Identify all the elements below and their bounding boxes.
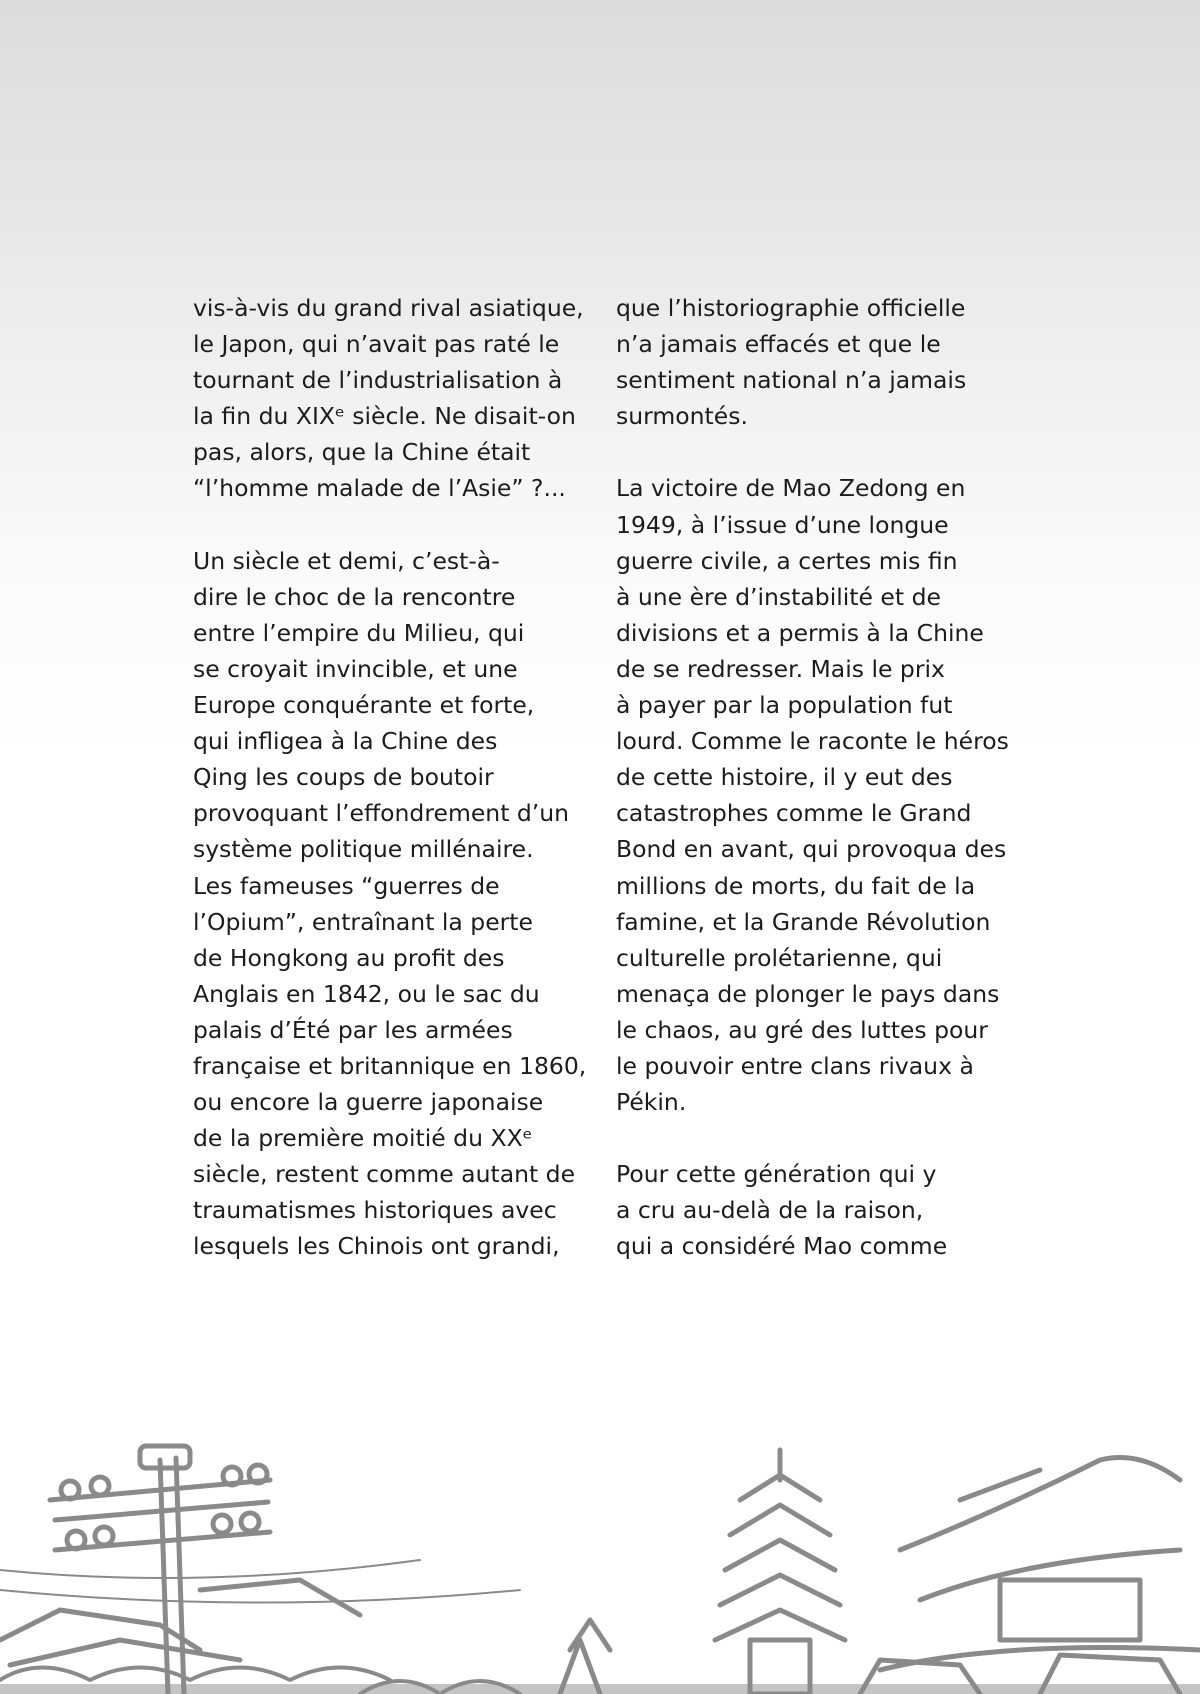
text-line: à payer par la population fut [616,691,953,720]
text-column-left [193,290,593,1301]
text-line: palais d’Été par les armées [193,1015,513,1044]
text-line: n’a jamais effacés et que le [616,330,941,359]
text-column-right [616,290,1016,1301]
text-line: le chaos, au gré des luttes pour [616,1015,988,1044]
text-line: de la première moitié du XXᵉ [193,1124,533,1153]
text-line: système politique millénaire. [193,835,534,864]
text-line: française et britannique en 1860, [193,1051,587,1080]
text-line: Bond en avant, qui provoqua des [616,835,1007,864]
paragraph [616,1156,1016,1264]
text-line: l’Opium”, entraînant la perte [193,907,533,936]
text-line: la fin du XIXᵉ siècle. Ne disait-on [193,402,576,431]
text-line: a cru au-delà de la raison, [616,1196,924,1225]
text-line: tournant de l’industrialisation à [193,366,563,395]
text-line: se croyait invincible, et une [193,654,518,683]
text-line: famine, et la Grande Révolution [616,907,991,936]
text-line: “l’homme malade de l’Asie” ?... [193,474,566,503]
text-line: menaça de plonger le pays dans [616,979,1000,1008]
text-line: pas, alors, que la Chine était [193,438,531,467]
text-line: entre l’empire du Milieu, qui [193,618,525,647]
text-line: divisions et a permis à la Chine [616,618,984,647]
text-line: le pouvoir entre clans rivaux à [616,1051,974,1080]
text-line: le Japon, qui n’avait pas raté le [193,330,560,359]
text-line: ou encore la guerre japonaise [193,1088,544,1117]
text-line: dire le choc de la rencontre [193,582,516,611]
text-line: Les fameuses “guerres de [193,871,500,900]
text-line: catastrophes comme le Grand [616,799,972,828]
chinese-city-rooftops-illustration-icon [0,1440,1200,1694]
text-line: de se redresser. Mais le prix [616,654,945,683]
text-line: Pour cette génération qui y [616,1160,937,1189]
text-line: vis-à-vis du grand rival asiatique, [193,294,584,322]
text-line: qui a considéré Mao comme [616,1232,948,1261]
text-line: Un siècle et demi, c’est-à- [193,546,500,575]
text-line: Pékin. [616,1088,687,1117]
text-line: culturelle prolétarienne, qui [616,943,943,972]
text-line: siècle, restent comme autant de [193,1160,576,1189]
text-line: La victoire de Mao Zedong en [616,474,966,503]
text-line: 1949, à l’issue d’une longue [616,510,949,539]
text-line: sentiment national n’a jamais [616,366,967,395]
text-line: à une ère d’instabilité et de [616,582,941,611]
paragraph [193,543,593,1265]
text-line: de Hongkong au profit des [193,943,505,972]
text-line: qui infligea à la Chine des [193,727,498,756]
text-line: surmontés. [616,402,748,431]
text-line: lesquels les Chinois ont grandi, [193,1232,560,1261]
text-line: Anglais en 1842, ou le sac du [193,979,540,1008]
text-line: Qing les coups de boutoir [193,763,494,792]
text-line: traumatismes historiques avec [193,1196,557,1225]
text-line: provoquant l’effondrement d’un [193,799,570,828]
paragraph [193,290,593,507]
text-line: millions de morts, du fait de la [616,871,976,900]
text-line: que l’historiographie officielle [616,294,966,322]
text-line: guerre civile, a certes mis fin [616,546,958,575]
text-line: lourd. Comme le raconte le héros [616,727,1009,756]
text-line: de cette histoire, il y eut des [616,763,953,792]
text-line: Europe conquérante et forte, [193,691,535,720]
paragraph [616,470,1016,1120]
paragraph [616,290,1016,434]
